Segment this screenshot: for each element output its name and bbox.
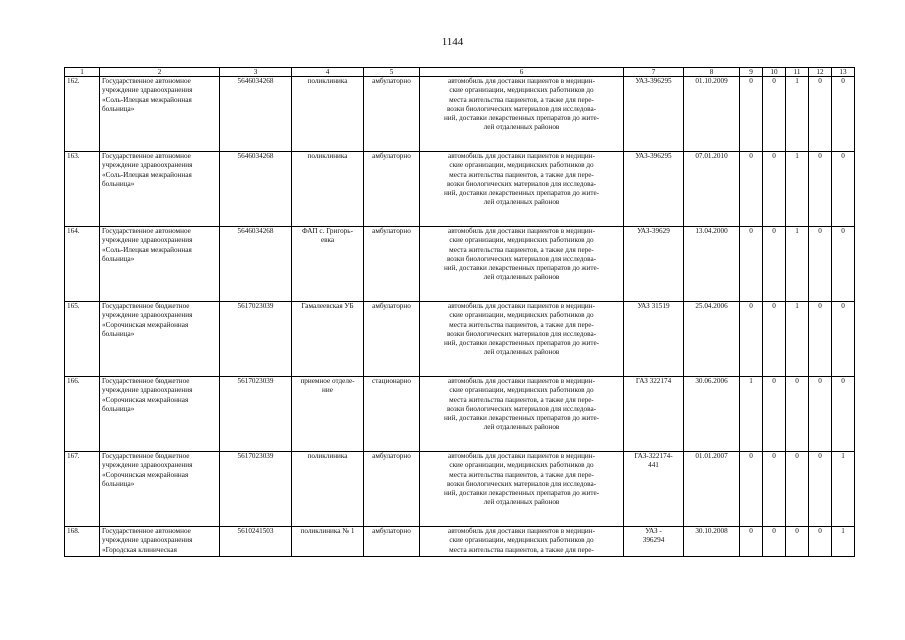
inn-code: 5646034268 [220, 77, 292, 152]
organization-name: Государственное автономное учреждение здравоохранения «Соль-Илецкая межрайонная больница» [100, 152, 220, 227]
care-mode: амбулаторно [364, 227, 420, 302]
column-header: 13 [832, 68, 855, 77]
inn-code: 5646034268 [220, 227, 292, 302]
column-12-value: 0 [809, 152, 832, 227]
issue-date: 07.01.2010 [684, 152, 740, 227]
column-11-value: 0 [786, 527, 809, 557]
organization-name: Государственное автономное учреждение здравоохранения «Соль-Илецкая межрайонная больница» [100, 77, 220, 152]
column-13-value: 0 [832, 377, 855, 452]
column-11-value: 1 [786, 77, 809, 152]
column-9-value: 0 [740, 527, 763, 557]
care-mode: амбулаторно [364, 302, 420, 377]
column-11-value: 1 [786, 302, 809, 377]
column-header: 7 [624, 68, 684, 77]
row-number: 166. [65, 377, 100, 452]
row-number: 168. [65, 527, 100, 557]
table-row [65, 377, 855, 452]
subdivision: поликлиника [292, 152, 364, 227]
column-9-value: 1 [740, 377, 763, 452]
column-11-value: 1 [786, 152, 809, 227]
organization-name: Государственное автономное учреждение здравоохранения «Городская клиническая [100, 527, 220, 557]
issue-date: 01.10.2009 [684, 77, 740, 152]
table-row [65, 227, 855, 302]
vehicle-purpose: автомобиль для доставки пациентов в медицин- ские организации, медицинских работников до места жительства пациентов, а также для пере- возки биологических материалов для исследова- ний, доставки лекарственных препаратов до жите- лей отдаленных районов [420, 302, 624, 377]
column-header: 5 [364, 68, 420, 77]
organization-name: Государственное автономное учреждение здравоохранения «Соль-Илецкая межрайонная больница» [100, 227, 220, 302]
row-number: 163. [65, 152, 100, 227]
inn-code: 5617023039 [220, 377, 292, 452]
care-mode: амбулаторно [364, 527, 420, 557]
column-13-value: 0 [832, 302, 855, 377]
vehicle-registry-table [64, 67, 855, 557]
subdivision: поликлиника [292, 77, 364, 152]
subdivision: поликлиника [292, 452, 364, 527]
vehicle-purpose: автомобиль для доставки пациентов в медицин- ские организации, медицинских работников до места жительства пациентов, а также для пере- возки биологических материалов для исследова- ний, доставки лекарственных препаратов до жите- лей отдаленных районов [420, 152, 624, 227]
column-9-value: 0 [740, 77, 763, 152]
inn-code: 5610241503 [220, 527, 292, 557]
column-13-value: 0 [832, 77, 855, 152]
organization-name: Государственное бюджетное учреждение здравоохранения «Сорочинская межрайонная больница» [100, 452, 220, 527]
subdivision: Гамалеевская УБ [292, 302, 364, 377]
column-12-value: 0 [809, 452, 832, 527]
vehicle-model: УАЗ-396295 [624, 77, 684, 152]
table-row [65, 302, 855, 377]
inn-code: 5617023039 [220, 302, 292, 377]
column-9-value: 0 [740, 152, 763, 227]
column-number-row [65, 68, 855, 77]
inn-code: 5617023039 [220, 452, 292, 527]
column-10-value: 0 [763, 302, 786, 377]
organization-name: Государственное бюджетное учреждение здравоохранения «Сорочинская межрайонная больница» [100, 377, 220, 452]
issue-date: 25.04.2006 [684, 302, 740, 377]
issue-date: 30.06.2006 [684, 377, 740, 452]
column-11-value: 0 [786, 452, 809, 527]
column-header: 10 [763, 68, 786, 77]
column-header: 2 [100, 68, 220, 77]
vehicle-purpose: автомобиль для доставки пациентов в медицин- ские организации, медицинских работников до места жительства пациентов, а также для пере- [420, 527, 624, 557]
subdivision: приемное отделе- ние [292, 377, 364, 452]
column-header: 12 [809, 68, 832, 77]
issue-date: 01.01.2007 [684, 452, 740, 527]
vehicle-model: ГАЗ-322174- 441 [624, 452, 684, 527]
issue-date: 13.04.2000 [684, 227, 740, 302]
care-mode: стационарно [364, 377, 420, 452]
column-9-value: 0 [740, 452, 763, 527]
column-10-value: 0 [763, 377, 786, 452]
table-row [65, 152, 855, 227]
care-mode: амбулаторно [364, 77, 420, 152]
column-13-value: 1 [832, 527, 855, 557]
row-number: 167. [65, 452, 100, 527]
column-header: 11 [786, 68, 809, 77]
vehicle-model: УАЗ-396295 [624, 152, 684, 227]
column-12-value: 0 [809, 527, 832, 557]
vehicle-model: УАЗ-39629 [624, 227, 684, 302]
column-header: 3 [220, 68, 292, 77]
column-10-value: 0 [763, 77, 786, 152]
column-10-value: 0 [763, 527, 786, 557]
vehicle-model: ГАЗ 322174 [624, 377, 684, 452]
organization-name: Государственное бюджетное учреждение здравоохранения «Сорочинская межрайонная больница» [100, 302, 220, 377]
column-header: 8 [684, 68, 740, 77]
column-header: 6 [420, 68, 624, 77]
column-11-value: 0 [786, 377, 809, 452]
table-row [65, 77, 855, 152]
vehicle-model: УАЗ - 396294 [624, 527, 684, 557]
vehicle-model: УАЗ 31519 [624, 302, 684, 377]
column-10-value: 0 [763, 227, 786, 302]
column-9-value: 0 [740, 302, 763, 377]
column-10-value: 0 [763, 152, 786, 227]
care-mode: амбулаторно [364, 152, 420, 227]
table-row [65, 452, 855, 527]
column-header: 1 [65, 68, 100, 77]
vehicle-purpose: автомобиль для доставки пациентов в медицин- ские организации, медицинских работников до места жительства пациентов, а также для пере- возки биологических материалов для исследова- ний, доставки лекарственных препаратов до жите- лей отдаленных районов [420, 77, 624, 152]
row-number: 164. [65, 227, 100, 302]
inn-code: 5646034268 [220, 152, 292, 227]
column-13-value: 0 [832, 227, 855, 302]
column-header: 9 [740, 68, 763, 77]
column-12-value: 0 [809, 377, 832, 452]
table-row [65, 527, 855, 557]
column-13-value: 1 [832, 452, 855, 527]
column-header: 4 [292, 68, 364, 77]
care-mode: амбулаторно [364, 452, 420, 527]
page-number: 1144 [441, 36, 464, 48]
vehicle-purpose: автомобиль для доставки пациентов в медицин- ские организации, медицинских работников до места жительства пациентов, а также для пере- возки биологических материалов для исследова- ний, доставки лекарственных препаратов до жите- лей отдаленных районов [420, 377, 624, 452]
column-12-value: 0 [809, 227, 832, 302]
vehicle-purpose: автомобиль для доставки пациентов в медицин- ские организации, медицинских работников до места жительства пациентов, а также для пере- возки биологических материалов для исследова- ний, доставки лекарственных препаратов до жите- лей отдаленных районов [420, 227, 624, 302]
subdivision: ФАП с. Григорь- евка [292, 227, 364, 302]
column-10-value: 0 [763, 452, 786, 527]
row-number: 162. [65, 77, 100, 152]
column-9-value: 0 [740, 227, 763, 302]
vehicle-purpose: автомобиль для доставки пациентов в медицин- ские организации, медицинских работников до места жительства пациентов, а также для пере- возки биологических материалов для исследова- ний, доставки лекарственных препаратов до жите- лей отдаленных районов [420, 452, 624, 527]
issue-date: 30.10.2008 [684, 527, 740, 557]
column-12-value: 0 [809, 77, 832, 152]
column-13-value: 0 [832, 152, 855, 227]
row-number: 165. [65, 302, 100, 377]
column-12-value: 0 [809, 302, 832, 377]
subdivision: поликлиника № 1 [292, 527, 364, 557]
column-11-value: 1 [786, 227, 809, 302]
